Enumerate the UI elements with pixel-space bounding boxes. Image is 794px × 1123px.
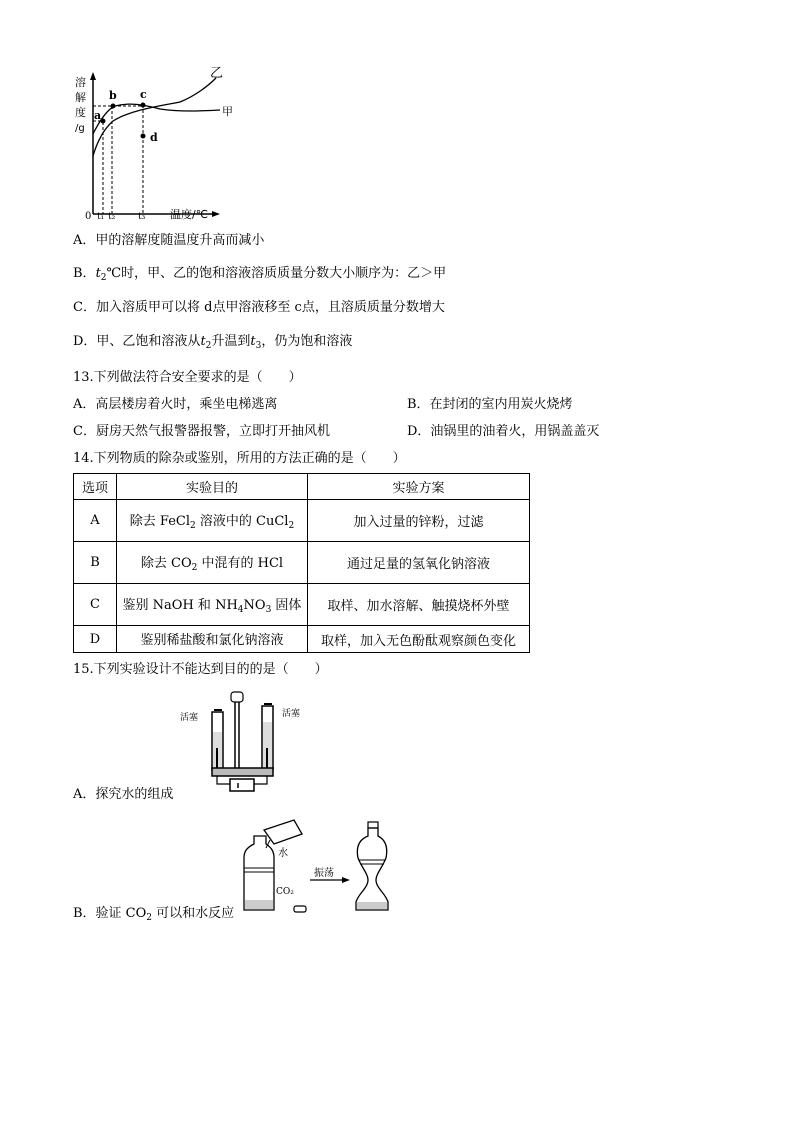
tick-t2: t₂ <box>108 212 116 222</box>
goal-sub: 2 <box>191 563 198 573</box>
q13-option-b: B．在封闭的室内用炭火烧烤 <box>407 397 573 412</box>
cell-goal <box>117 500 308 542</box>
q12-option-a: A．甲的溶解度随温度升高而减小 <box>73 233 265 248</box>
q12-d-sub2: 3 <box>255 341 262 351</box>
x-axis-label: 温度/℃ <box>170 208 209 221</box>
goal-text: 溶液中的 CuCl <box>195 514 289 529</box>
table-header-row <box>74 474 530 500</box>
label-c: c <box>140 88 147 101</box>
q12-b-var: t <box>95 266 101 281</box>
header-goal: 实验目的 <box>117 474 308 500</box>
q14-table <box>73 473 530 653</box>
label-d: d <box>150 131 158 144</box>
cell-option: B <box>74 542 117 584</box>
bottle-before-water <box>245 900 273 909</box>
y-label-2: 解 <box>75 91 86 104</box>
shake-arrow-head <box>342 877 350 883</box>
label-water: 水 <box>278 848 288 859</box>
q15-option-b <box>73 905 234 927</box>
q12-option-c: C．加入溶质甲可以将 d点甲溶液移至 c点，且溶质质量分数增大 <box>73 300 445 315</box>
q12-d-part3: ，仍为饱和溶液 <box>261 334 353 349</box>
co2-bottle-experiment <box>236 818 396 918</box>
goal-sub: 4 <box>237 605 244 615</box>
bottle-cap <box>294 906 306 912</box>
y-label-1: 溶 <box>75 76 86 89</box>
q13-option-c: C．厨房天然气报警器报警，立即打开抽风机 <box>73 424 330 439</box>
cell-goal <box>117 542 308 584</box>
bottle-before <box>244 836 274 910</box>
q15-option-a: A．探究水的组成 <box>73 787 174 802</box>
wire-right <box>254 776 267 784</box>
cell-option: D <box>74 626 117 653</box>
goal-text: 鉴别 NaOH 和 NH <box>122 598 238 613</box>
bottom-tube <box>212 768 273 776</box>
label-piston-left: 活塞 <box>180 713 199 723</box>
goal-text: 中混有的 HCl <box>197 556 284 571</box>
q12-b-text: ℃时，甲、乙的饱和溶液溶质质量分数大小顺序为：乙＞甲 <box>106 266 447 281</box>
goal-text: 除去 FeCl <box>129 514 191 529</box>
cell-plan: 取样，加入无色酚酞观察颜色变化 <box>308 626 530 653</box>
cell-option: A <box>74 500 117 542</box>
q12-b-sub: 2 <box>100 273 107 283</box>
point-d <box>141 134 146 139</box>
q12-d-var2: t <box>250 334 256 349</box>
y-axis-arrow <box>90 72 96 80</box>
label-jia: 甲 <box>222 105 233 118</box>
label-yi: 乙 <box>210 66 224 81</box>
tick-t3: t₃ <box>138 212 146 222</box>
electrolysis-apparatus <box>178 688 313 796</box>
q12-option-b <box>73 265 446 287</box>
cell-goal <box>117 626 308 653</box>
header-plan: 实验方案 <box>308 474 530 500</box>
tick-t1: t₁ <box>97 212 105 222</box>
cell-goal <box>117 584 308 626</box>
label-shake: 振荡 <box>314 868 334 879</box>
table-row <box>74 626 530 653</box>
label-b: b <box>109 89 117 102</box>
wire-left <box>217 776 230 784</box>
goal-sub: 2 <box>288 521 295 531</box>
label-co2: CO₂ <box>276 887 294 897</box>
q12-b-prefix: B． <box>73 266 96 281</box>
label-piston-right: 活塞 <box>282 709 301 719</box>
x-axis-arrow <box>212 211 220 217</box>
table-row <box>74 584 530 626</box>
cell-plan: 取样、加水溶解、触摸烧杯外壁 <box>308 584 530 626</box>
q13-option-d: D．油锅里的油着火，用锅盖盖灭 <box>407 424 600 439</box>
q12-option-d <box>73 333 352 355</box>
reservoir-bulb <box>231 692 243 702</box>
q13-option-a: A．高层楼房着火时，乘坐电梯逃离 <box>73 397 278 412</box>
tick-origin: 0 <box>85 211 92 222</box>
point-c <box>141 103 146 108</box>
q13-stem: 13.下列做法符合安全要求的是（ ） <box>73 370 302 385</box>
goal-sub: 3 <box>265 605 272 615</box>
q15-stem: 15.下列实验设计不能达到目的的是（ ） <box>73 662 328 677</box>
header-option: 选项 <box>74 474 117 500</box>
bottle-after <box>356 828 388 910</box>
q15-b-text1: B．验证 CO <box>73 906 147 921</box>
q12-d-part1: D．甲、乙饱和溶液从 <box>73 334 201 349</box>
cell-plan: 加入过量的锌粉，过滤 <box>308 500 530 542</box>
goal-text: 鉴别稀盐酸和氯化钠溶液 <box>140 632 284 648</box>
label-a: a <box>94 109 102 122</box>
goal-text: 固体 <box>271 598 302 613</box>
q15-b-text2: 可以和水反应 <box>152 906 235 921</box>
q12-d-part2: 升温到 <box>211 334 251 349</box>
goal-text: NO <box>243 598 266 613</box>
goal-text: 除去 CO <box>140 556 192 571</box>
q14-stem: 14.下列物质的除杂或鉴别，所用的方法正确的是（ ） <box>73 451 406 466</box>
table-row <box>74 500 530 542</box>
y-label-3: 度 <box>75 106 86 119</box>
q12-d-var1: t <box>200 334 206 349</box>
bottle-after-water <box>357 902 387 909</box>
q12-d-sub1: 2 <box>205 341 212 351</box>
bottle-after-cap <box>368 822 378 828</box>
battery <box>230 779 254 791</box>
y-label-4: /g <box>75 123 85 134</box>
goal-sub: 2 <box>190 521 196 531</box>
point-a <box>101 119 106 124</box>
table-row <box>74 542 530 584</box>
cell-option: C <box>74 584 117 626</box>
solubility-graph <box>70 64 245 224</box>
point-b <box>111 104 116 109</box>
q15-b-sub: 2 <box>146 913 153 923</box>
cell-plan: 通过足量的氢氧化钠溶液 <box>308 542 530 584</box>
